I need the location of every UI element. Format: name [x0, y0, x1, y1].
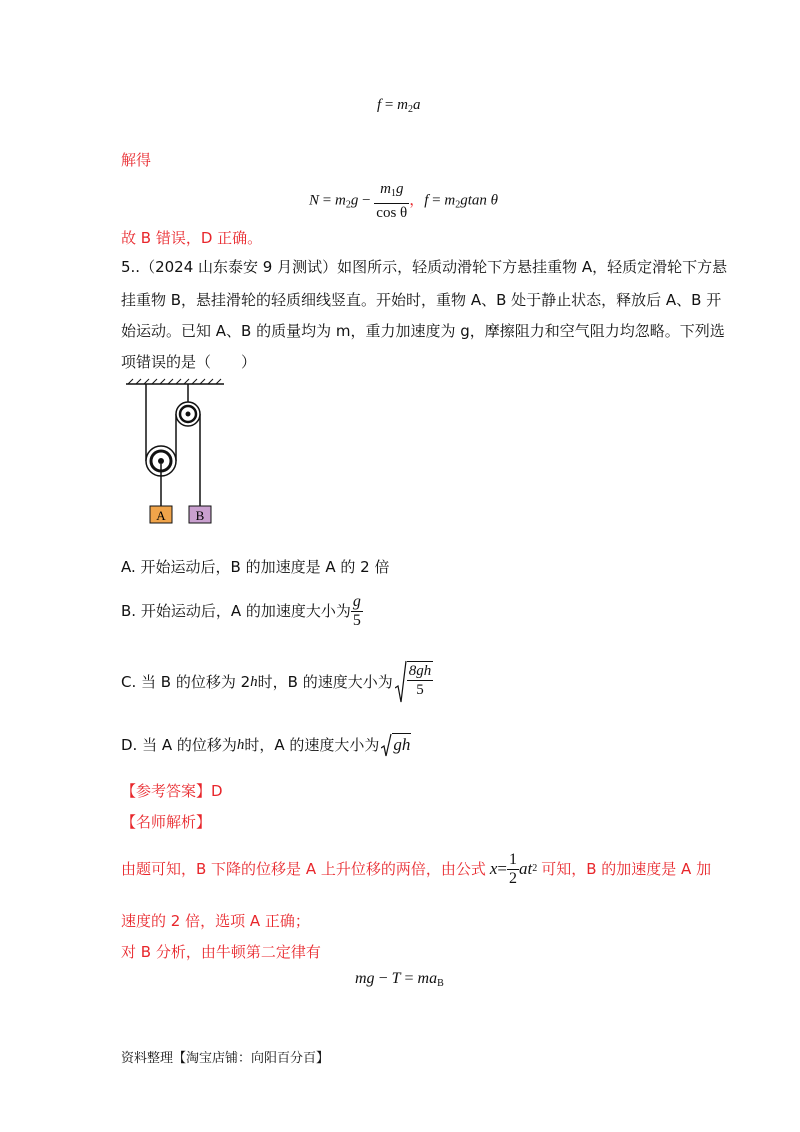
- eq-symbol: mg: [355, 970, 375, 987]
- eq-subscript: B: [437, 978, 444, 989]
- solve-label: 解得: [121, 151, 152, 169]
- eq-fraction: [374, 180, 409, 222]
- radical-sign: [381, 733, 392, 757]
- option-c-text: 时，B 的速度大小为: [257, 673, 393, 691]
- eq-symbol: a: [412, 97, 421, 113]
- eq-symbol: gtan θ: [460, 192, 499, 209]
- option-d-text: 时，A 的速度大小为: [244, 736, 380, 754]
- eq-superscript: 2: [532, 863, 538, 874]
- equation-friction: [377, 97, 420, 115]
- analysis-line-3: 对 B 分析，由牛顿第二定律有: [121, 943, 321, 961]
- option-b-fraction: [351, 593, 363, 630]
- eq-symbol: m: [380, 181, 391, 197]
- fraction-numerator: g: [352, 592, 361, 610]
- kinematics-formula: [490, 851, 537, 888]
- option-c-text: C. 当 B 的位移为 2: [121, 673, 251, 691]
- radicand: [407, 661, 434, 704]
- block-b-label: B: [195, 508, 205, 523]
- movable-pulley-axle: [158, 458, 164, 464]
- eq-symbol: N: [309, 192, 320, 209]
- option-a: A. 开始运动后，B 的加速度是 A 的 2 倍: [121, 558, 390, 576]
- eq-symbol: m: [444, 192, 456, 209]
- eq-subscript: 2: [455, 199, 461, 211]
- option-d-text: D. 当 A 的位移为: [121, 736, 237, 754]
- fraction-denominator: 2: [509, 869, 517, 887]
- eq-symbol: f: [377, 97, 382, 113]
- answer-text: 【参考答案】D: [121, 782, 223, 800]
- radical-sign: [395, 660, 407, 704]
- conclusion-text: 故 B 错误，D 正确。: [121, 229, 263, 247]
- fraction-numerator: 1: [509, 850, 517, 868]
- eq-symbol: m: [334, 192, 346, 209]
- option-c: [121, 660, 433, 704]
- pulley-diagram: [120, 378, 230, 528]
- eq-symbol: m: [397, 97, 408, 113]
- analysis-line-1: [121, 838, 711, 900]
- radicand-fraction: [407, 662, 434, 699]
- option-c-sqrt: [395, 660, 434, 704]
- fraction-denominator: 5: [352, 611, 361, 629]
- eq-sign: =: [381, 97, 398, 113]
- question-line-2: 挂重物 B，悬挂滑轮的轻质细线竖直。开始时，重物 A、B 处于静止状态，释放后 A、B 开: [121, 291, 722, 309]
- option-b-text: B. 开始运动后，A 的加速度大小为: [121, 602, 351, 620]
- eq-symbol: f: [424, 192, 429, 209]
- eq-symbol: at: [519, 859, 533, 878]
- eq-sign: −: [374, 970, 392, 987]
- question-line-4: 项错误的是（ ）: [121, 353, 257, 371]
- option-d: [121, 733, 411, 757]
- eq-separator: ，: [409, 190, 425, 209]
- option-d-sqrt: [381, 733, 411, 757]
- eq-sign: =: [400, 970, 418, 987]
- question-line-1: 5..（2024 山东泰安 9 月测试）如图所示，轻质动滑轮下方悬挂重物 A，轻质定滑轮下方悬: [121, 258, 728, 276]
- analysis-text: 由题可知，B 下降的位移是 A 上升位移的两倍，由公式: [121, 860, 486, 878]
- equation-solution: $N = m_2g$ − $\frac{m_1g}{\text{cos θ}}$ ，$f = m_2gtan$ θ: [309, 181, 499, 221]
- eq-sign: −: [358, 192, 375, 209]
- analysis-text: 可知，B 的加速度是 A 加: [541, 860, 712, 878]
- block-a-label: A: [156, 508, 166, 523]
- footer-credit: 资料整理【淘宝店铺：向阳百分百】: [121, 1051, 330, 1066]
- question-line-3: 始运动。已知 A、B 的质量均为 m，重力加速度为 g，摩擦阻力和空气阻力均忽略。下列选: [121, 322, 725, 340]
- equation-newton: [355, 970, 444, 989]
- eq-symbol: ma: [417, 970, 438, 987]
- eq-subscript: 2: [345, 199, 351, 211]
- radicand: gh: [392, 733, 411, 757]
- fixed-pulley-axle: [186, 412, 191, 417]
- option-c-symbol: h: [250, 674, 258, 690]
- fraction-denominator: 5: [416, 682, 424, 698]
- eq-fraction: [507, 851, 519, 888]
- option-b: [121, 590, 363, 632]
- analysis-title: 【名师解析】: [121, 813, 212, 831]
- eq-symbol: T: [391, 970, 401, 987]
- option-d-symbol: h: [236, 737, 245, 753]
- fraction-numerator: 8gh: [408, 663, 432, 679]
- eq-denominator: cos θ: [376, 205, 408, 221]
- eq-subscript: 1: [390, 188, 396, 199]
- eq-symbol: g: [395, 181, 404, 197]
- eq-sign: =: [497, 859, 507, 878]
- eq-symbol: x: [489, 859, 498, 878]
- eq-subscript: 2: [407, 104, 413, 115]
- analysis-line-2: 速度的 2 倍，选项 A 正确；: [121, 912, 310, 930]
- eq-symbol: g: [350, 192, 359, 209]
